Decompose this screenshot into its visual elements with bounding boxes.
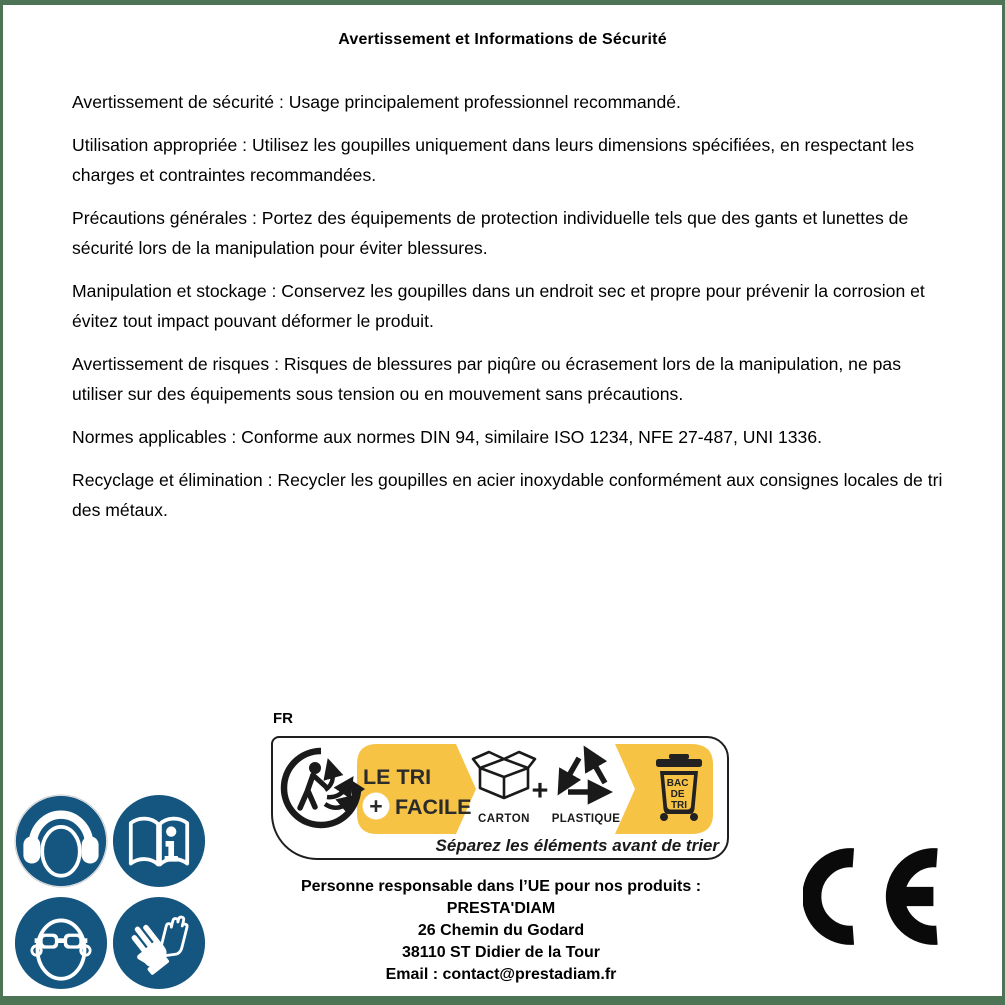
carton-label: CARTON: [478, 813, 530, 825]
street-address: 26 Chemin du Godard: [417, 922, 585, 939]
city-address: 38110 ST Didier de la Tour: [402, 944, 600, 961]
bin-label-line: BAC: [666, 778, 689, 789]
ear-protection-icon: [14, 794, 108, 888]
safety-text: [72, 87, 948, 538]
materials-plus: +: [531, 775, 549, 807]
tri-headline-line1: LE TRI: [363, 765, 432, 789]
read-manual-icon: [112, 794, 206, 888]
protective-gloves-icon: [112, 896, 206, 990]
safety-paragraph: Avertissement de risques : Risques de blessures par piqûre ou écrasement lors de la manipulation, ne pas utiliser sur des équipements sous tension ou en mouvement sans précautions.: [72, 354, 901, 404]
safety-paragraph: Recyclage et élimination : Recycler les goupilles en acier inoxydable conformément aux consignes locales de tri des métaux.: [72, 470, 943, 520]
triman-tagline: Séparez les éléments avant de trier: [435, 836, 719, 855]
recycling-triangle-icon: [567, 758, 605, 792]
tri-headline-plus: +: [369, 793, 383, 819]
triman-yellow-band: [357, 744, 476, 834]
contact-email: Email : contact@prestadiam.fr: [385, 966, 617, 983]
responsible-contact-block: [243, 876, 759, 986]
safety-paragraph: Avertissement de sécurité : Usage principalement professionnel recommandé.: [72, 92, 681, 112]
bin-label-line: TRI: [670, 800, 688, 811]
tri-headline-line2: FACILE: [395, 795, 472, 819]
safety-paragraph: Normes applicables : Conforme aux normes DIN 94, similaire ISO 1234, NFE 27-487, UNI 1336.: [72, 427, 823, 447]
bin-label-line: DE: [670, 789, 685, 800]
safety-paragraph: Manipulation et stockage : Conservez les goupilles dans un endroit sec et propre pour prévenir la corrosion et évitez tout impact pouvant déformer le produit.: [72, 281, 925, 331]
company-name: PRESTA'DIAM: [446, 900, 556, 917]
page-title: Avertissement et Informations de Sécurité: [338, 31, 667, 48]
safety-paragraph: Précautions générales : Portez des équipements de protection individuelle tels que des gants et lunettes de sécurité lors de la manipulation pour éviter blessures.: [72, 208, 909, 258]
triman-sorting-banner: [271, 736, 729, 860]
triman-logo: [284, 751, 365, 825]
ce-marking-icon: [803, 846, 944, 947]
triman-region-label: FR: [273, 710, 293, 727]
safety-paragraph: Utilisation appropriée : Utilisez les goupilles uniquement dans leurs dimensions spécifiées, en respectant les charges et contraintes recommandées.: [72, 135, 915, 185]
responsible-line: Personne responsable dans l’UE pour nos produits :: [300, 878, 702, 895]
eye-protection-icon: [14, 896, 108, 990]
carton-box-icon: [473, 752, 535, 798]
plastique-label: PLASTIQUE: [551, 813, 621, 825]
